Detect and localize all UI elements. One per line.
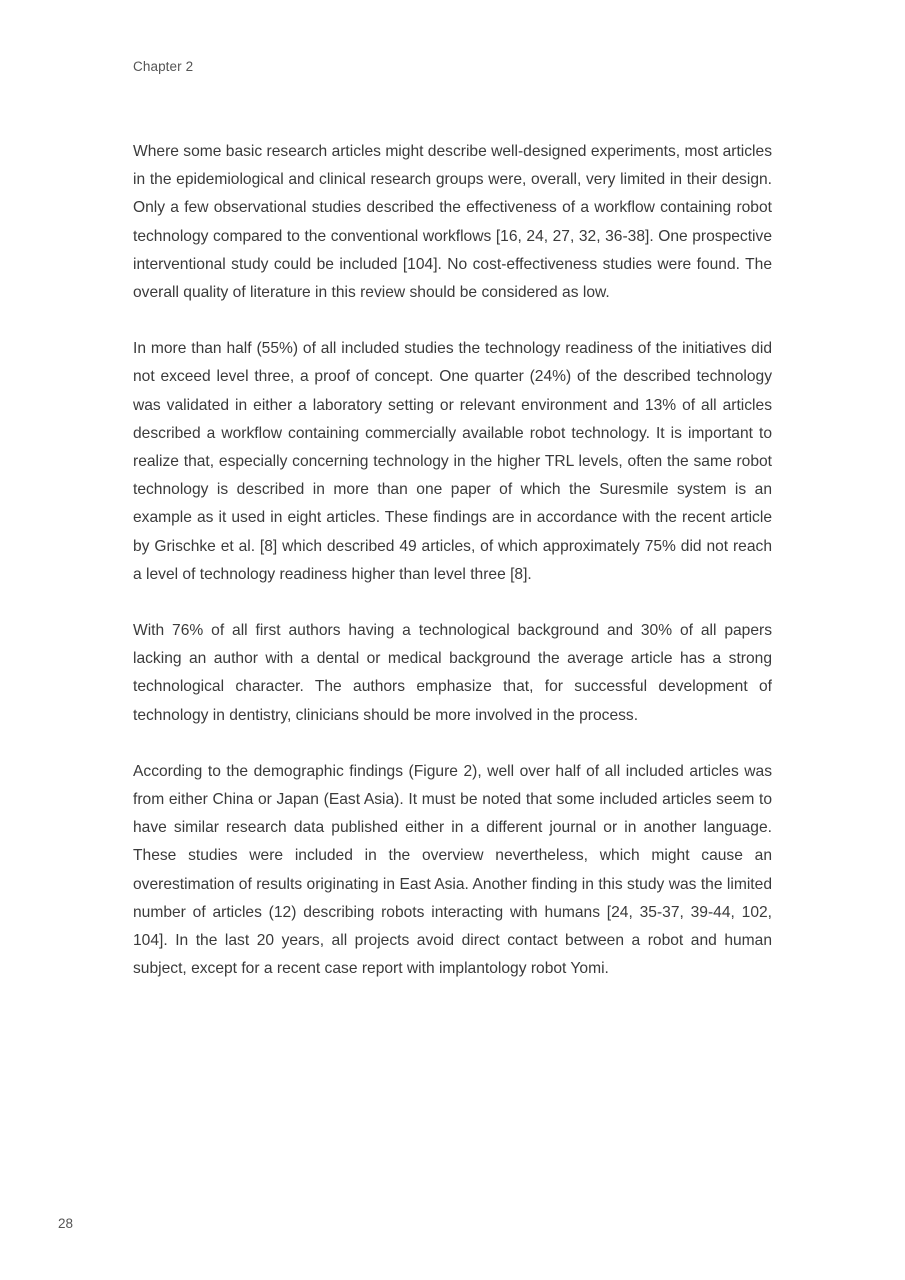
page-number: 28 [58,1216,74,1231]
running-header-chapter: Chapter 2 [133,59,194,74]
paragraph-study-quality: Where some basic research articles might describe well-designed experiments, most articles in the epidemiological and clinical research groups were, overall, very limited in their design. Only a few observational studies described the effectiveness of a workflow containing robot technology compared to the conventional workflows [16, 24, 27, 32, 36-38]. One prospective interventional study could be included [104]. No cost-effectiveness studies were found. The overall quality of literature in this review should be considered as low. [133,143,772,302]
paragraph-author-background: With 76% of all first authors having a technological background and 30% of all papers lacking an author with a dental or medical background the average article has a strong technological character. The authors emphasize that, for successful development of technology in dentistry, clinicians should be more involved in the process. [133,622,772,724]
paragraph-technology-readiness: In more than half (55%) of all included studies the technology readiness of the initiatives did not exceed level three, a proof of concept. One quarter (24%) of the described technology was validated in either a laboratory setting or relevant environment and 13% of all articles described a workflow containing commercially available robot technology. It is important to realize that, especially concerning technology in the higher TRL levels, often the same robot technology is described in more than one paper of which the Suresmile system is an example as it used in eight articles. These findings are in accordance with the recent article by Grischke et al. [8] which described 49 articles, of which approximately 75% did not reach a level of technology readiness higher than level three [8]. [133,340,772,583]
body-text [133,138,772,1011]
paragraph-demographic-findings: According to the demographic findings (Figure 2), well over half of all included articles was from either China or Japan (East Asia). It must be noted that some included articles seem to have similar research data published either in a different journal or in another language. These studies were included in the overview nevertheless, which might cause an overestimation of results originating in East Asia. Another finding in this study was the limited number of articles (12) describing robots interacting with humans [24, 35-37, 39-44, 102, 104]. In the last 20 years, all projects avoid direct contact between a robot and human subject, except for a recent case report with implantology robot Yomi. [133,762,772,978]
